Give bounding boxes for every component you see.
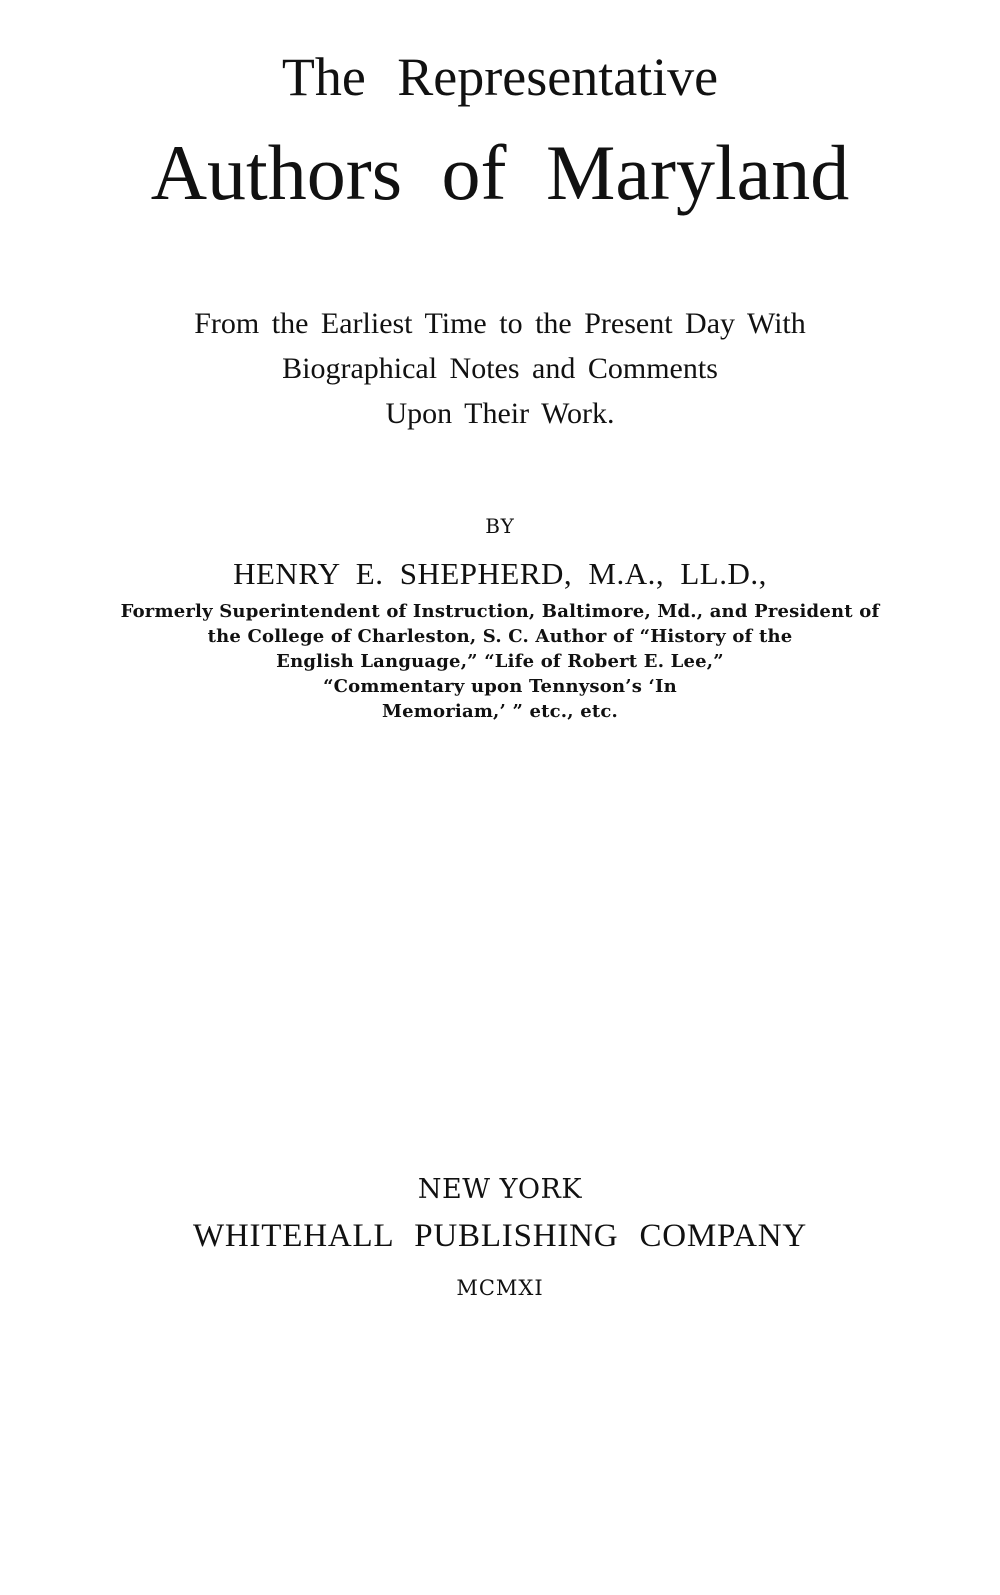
author-credits-line-2: the College of Charleston, S. C. Author of “History of the [207,626,793,647]
subtitle-line-3: Upon Their Work. [385,397,615,430]
title-line-1: The Representative [281,47,719,107]
imprint-year: MCMXI [456,1276,544,1300]
imprint-place: NEW YORK [417,1174,583,1205]
byline-by: BY [485,514,515,538]
author-credits-line-1: Formerly Superintendent of Instruction, Baltimore, Md., and President of [120,601,880,622]
subtitle-line-1: From the Earliest Time to the Present Day With [194,307,806,340]
subtitle-line-2: Biographical Notes and Comments [282,352,718,385]
title-line-2: Authors of Maryland [150,129,850,216]
author-credits-line-3: English Language,” “Life of Robert E. Lee,” [276,651,724,672]
author-credits-line-4: “Commentary upon Tennyson’s ‘In [323,676,677,697]
author-name: HENRY E. SHEPHERD, M.A., LL.D., [233,556,767,591]
imprint-publisher: WHITEHALL PUBLISHING COMPANY [192,1218,808,1254]
author-credits-line-5: Memoriam,’ ” etc., etc. [382,701,618,722]
